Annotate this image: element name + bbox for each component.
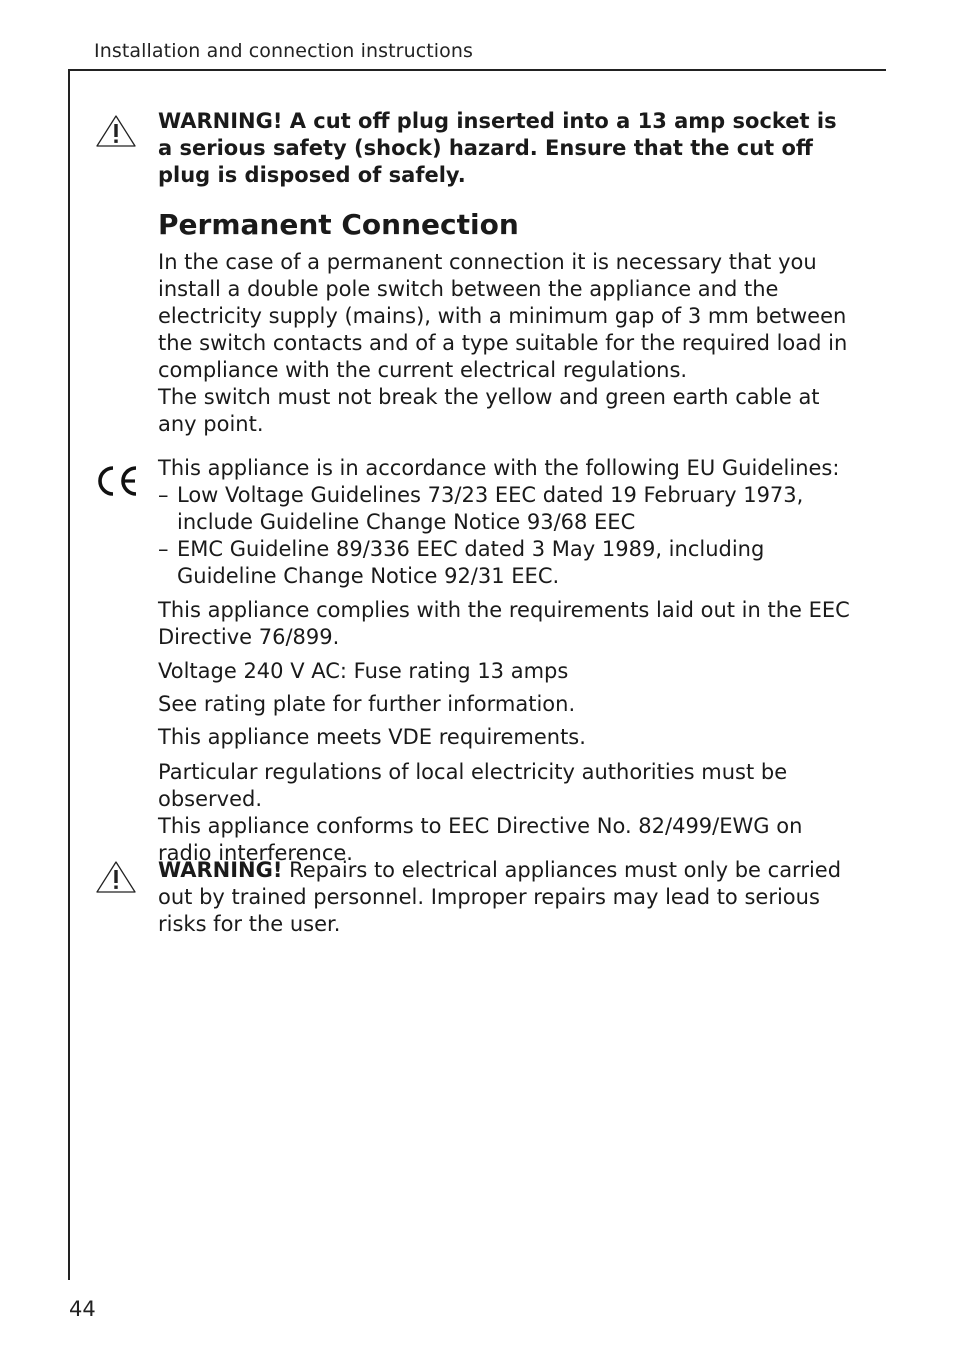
warning-triangle-icon (95, 114, 137, 148)
eu-guidelines (158, 455, 858, 590)
warning-triangle-icon (95, 860, 137, 894)
voltage-rating: Voltage 240 V AC: Fuse rating 13 amps (158, 659, 569, 683)
warning-repairs-text: Repairs to electrical appliances must only be carried out by trained personnel. Improper repairs may lead to serious risks for the user. (158, 858, 842, 936)
warning-repairs (158, 857, 858, 938)
radio-interference-text: This appliance conforms to EEC Directive No. 82/499/EWG on radio interference. (158, 814, 803, 865)
running-header: Installation and connection instructions (94, 40, 474, 62)
header-rule (68, 69, 886, 71)
warning-label: WARNING! (158, 858, 283, 882)
list-dash: – (158, 537, 169, 561)
warning-cut-off-plug: WARNING! A cut off plug inserted into a 13 amp socket is a serious safety (shock) hazard. Ensure that the cut off plug is disposed of safely. (158, 109, 837, 187)
permanent-connection-text (158, 249, 858, 438)
permanent-paragraph-2: The switch must not break the yellow and green earth cable at any point. (158, 385, 820, 436)
permanent-paragraph-1: In the case of a permanent connection it is necessary that you install a double pole switch between the appliance and the electricity supply (mains), with a minimum gap of 3 mm between the switch contacts and of a type suitable for the required load in compliance with the current electrical regulations. (158, 250, 848, 382)
margin-rule (68, 70, 70, 1280)
list-item (158, 536, 858, 590)
list-item-text: Low Voltage Guidelines 73/23 EEC dated 19 February 1973, include Guideline Change Notice 93/68 EEC (177, 483, 804, 534)
eu-guidelines-intro: This appliance is in accordance with the following EU Guidelines: (158, 456, 840, 480)
directive-compliance: This appliance complies with the requirements laid out in the EEC Directive 76/899. (158, 598, 850, 649)
page-number: 44 (69, 1297, 96, 1321)
ce-mark-icon (94, 463, 142, 499)
section-title: Permanent Connection (158, 208, 519, 241)
vde-note: This appliance meets VDE requirements. (158, 725, 586, 749)
list-item-text: EMC Guideline 89/336 EEC dated 3 May 1989, including Guideline Change Notice 92/31 EEC. (177, 537, 765, 588)
list-dash: – (158, 483, 169, 507)
local-regulations-text: Particular regulations of local electricity authorities must be observed. (158, 760, 788, 811)
rating-plate-note: See rating plate for further information. (158, 692, 576, 716)
local-regulations (158, 759, 858, 867)
list-item (158, 482, 858, 536)
